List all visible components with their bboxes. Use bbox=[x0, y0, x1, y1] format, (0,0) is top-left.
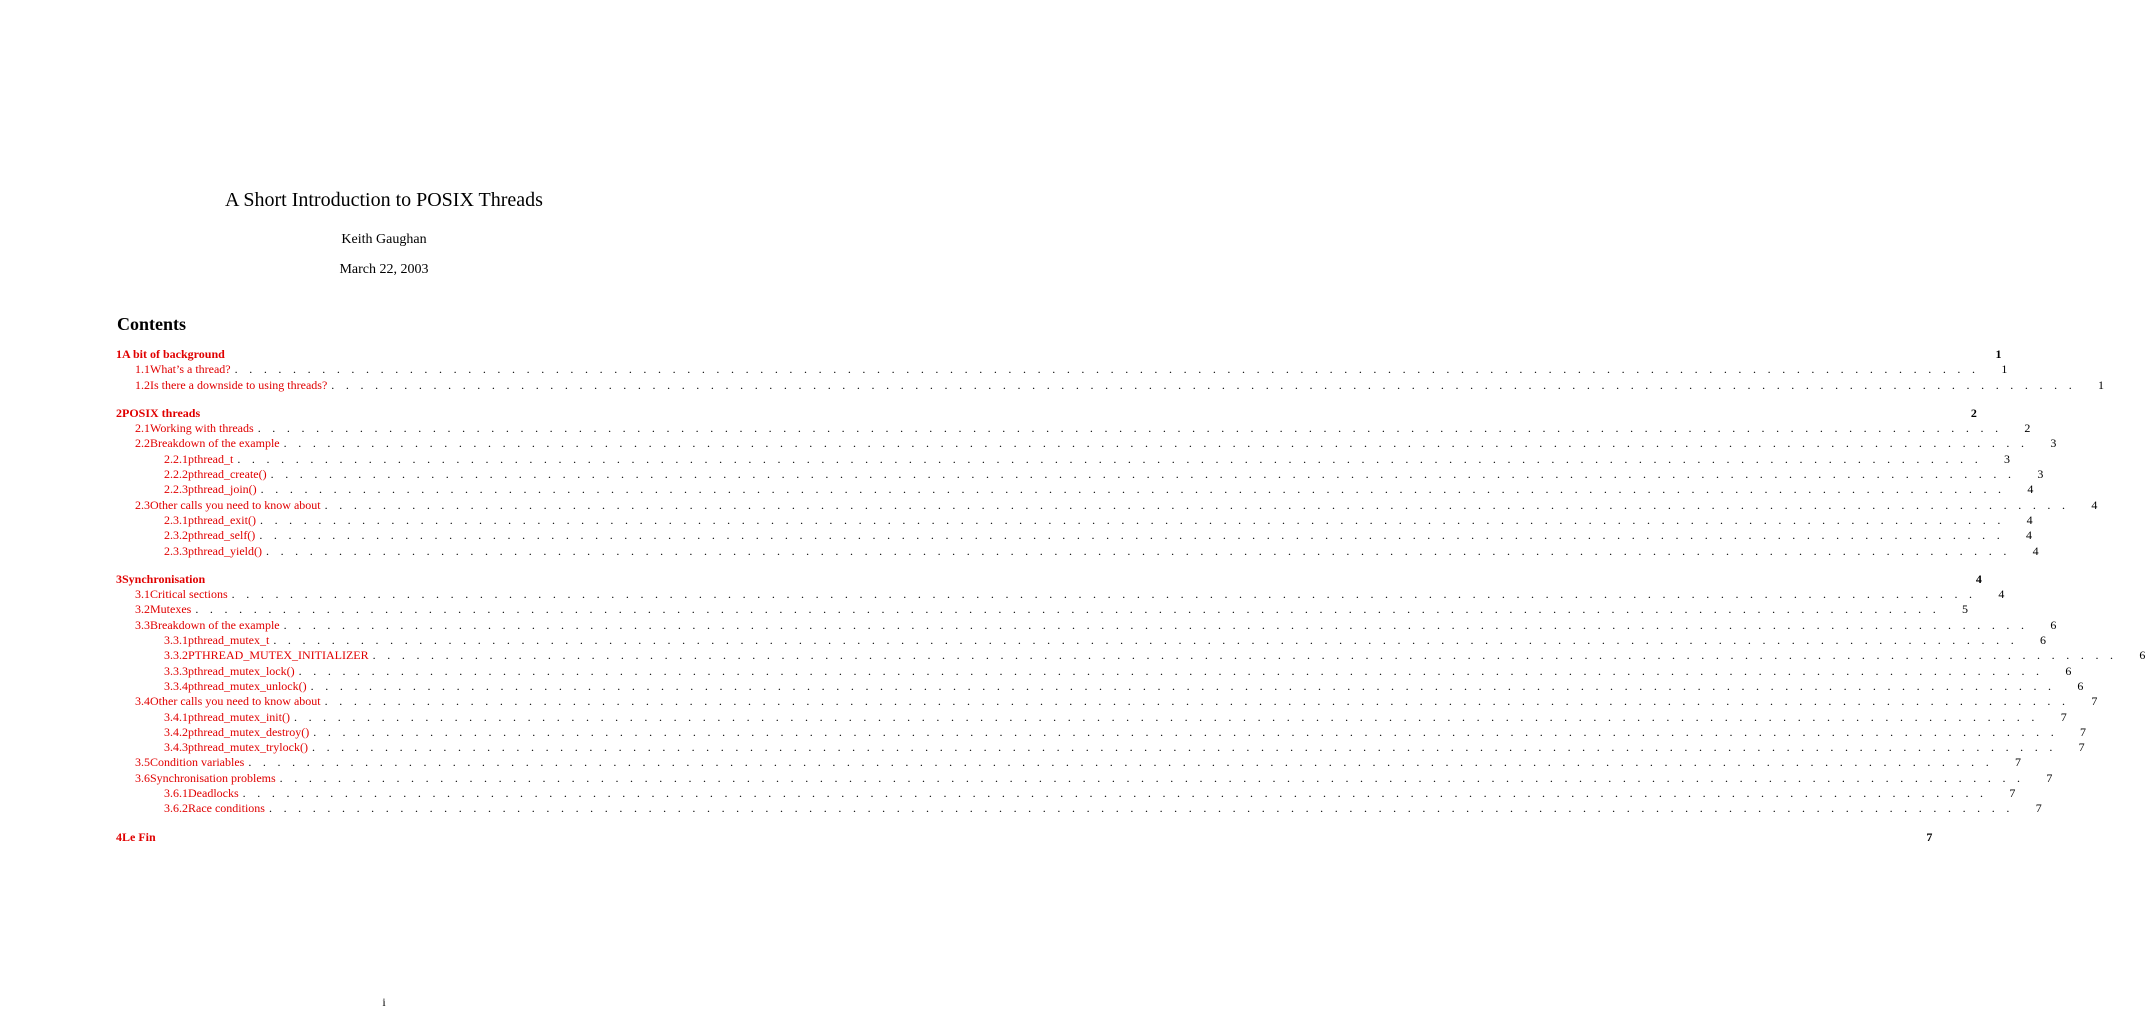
toc-dot-leader: . . . . . . . . . . . . . . . . . . . . . . . . . . . . . . . . . . . . . . . . . . . . . . . . . . . . . . . . . . . . . . . . . . . . . . . . . . . . . . . . . . . . . . . . . . . . . . . . . . . . . . . . . . . . . . . . . . . . . . . . bbox=[257, 421, 2003, 436]
toc-entry-number: 2.3 bbox=[135, 497, 150, 512]
toc-entry-page: 2 bbox=[1970, 405, 1977, 420]
toc-entry-number: 3.3.2 bbox=[164, 648, 188, 663]
toc-entry-label: pthread_mutex_lock() bbox=[188, 663, 295, 678]
toc-entry-number: 3.1 bbox=[135, 587, 150, 602]
toc-entry-page: 7 bbox=[2015, 755, 2022, 770]
toc-dot-leader: . . . . . . . . . . . . . . . . . . . . . . . . . . . . . . . . . . . . . . . . . . . . . . . . . . . . . . . . . . . . . . . . . . . . . . . . . . . . . . . . . . . . . . . . . . . . . . . . . . . . . . . . . . . . . . . . . . . . . . . . bbox=[242, 786, 1988, 801]
toc-entry-page: 7 bbox=[1926, 829, 1933, 844]
toc-entry-label: Critical sections bbox=[150, 587, 228, 602]
toc-dot-leader: . . . . . . . . . . . . . . . . . . . . . . . . . . . . . . . . . . . . . . . . . . . . . . . . . . . . . . . . . . . . . . . . . . . . . . . . . . . . . . . . . . . . . . . . . . . . . . . . . . . . . . . . . . . . . . . . . . . . . . . . bbox=[234, 362, 1980, 377]
toc-entry-number: 3.2 bbox=[135, 602, 150, 617]
toc-entry-page: 3 bbox=[2004, 451, 2011, 466]
toc-entry-page: 1 bbox=[2001, 362, 2008, 377]
toc-dot-leader: . . . . . . . . . . . . . . . . . . . . . . . . . . . . . . . . . . . . . . . . . . . . . . . . . . . . . . . . . . . . . . . . . . . . . . . . . . . . . . . . . . . . . . . . . . . . . . . . . . . . . . . . . . . . . . . . . . . . . . . . bbox=[248, 755, 1994, 770]
toc-entry-page: 1 bbox=[2098, 377, 2104, 392]
toc-entry-label: pthread_create() bbox=[188, 467, 267, 482]
toc-entry-page: 7 bbox=[2078, 740, 2085, 755]
toc-section-link[interactable] bbox=[116, 829, 1933, 845]
toc-entry-page: 4 bbox=[2026, 528, 2033, 543]
toc-dot-leader: . . . . . . . . . . . . . . . . . . . . . . . . . . . . . . . . . . . . . . . . . . . . . . . . . . . . . . . . . . . . . . . . . . . . . . . . . . . . . . . . . . . . . . . . . . . . . . . . . . . . . . . . . . . . . . . . . . . . . . . . bbox=[311, 740, 2057, 755]
toc-subsection-link[interactable] bbox=[116, 421, 2031, 436]
toc-dot-leader: . . . . . . . . . . . . . . . . . . . . . . . . . . . . . . . . . . . . . . . . . . . . . . . . . . . . . . . . . . . . . . . . . . . . . . . . . . . . . . . . . . . . . . . . . . . . . . . . . . . . . . . . . . . . . . . . . . . . . . . . bbox=[298, 663, 2044, 678]
toc-dot-leader: . . . . . . . . . . . . . . . . . . . . . . . . . . . . . . . . . . . . . . . . . . . . . . . . . . . . . . . . . . . . . . . . . . . . . . . . . . . . . . . . . . . . . . . . . . . . . . . . . . . . . . . . . . . . . . . . . . . . . . . . bbox=[195, 602, 1941, 617]
toc-entry-label: Race conditions bbox=[188, 801, 265, 816]
toc-entry-page: 7 bbox=[2046, 770, 2053, 785]
toc-dot-leader: . . . . . . . . . . . . . . . . . . . . . . . . . . . . . . . . . . . . . . . . . . . . . . . . . . . . . . . . . . . . . . . . . . . . . . . . . . . . . . . . . . . . . . . . . . . . . . . . . . . . . . . . . . . . . . . . . . . . . . . . bbox=[324, 497, 2070, 512]
toc-entry-number: 2.2.1 bbox=[164, 451, 188, 466]
document-title: A Short Introduction to POSIX Threads bbox=[225, 189, 543, 211]
toc-dot-leader: . . . . . . . . . . . . . . . . . . . . . . . . . . . . . . . . . . . . . . . . . . . . . . . . . . . . . . . . . . . . . . . . . . . . . . . . . . . . . . . . . . . . . . . . . . . . . . . . . . . . . . . . . . . . . . . . . . . . . . . . bbox=[268, 801, 2014, 816]
toc-subsubsection-link[interactable] bbox=[116, 709, 2067, 725]
toc-section-link[interactable] bbox=[116, 347, 2002, 362]
toc-entry-page: 5 bbox=[1962, 602, 1969, 617]
toc-entry-page: 7 bbox=[2009, 786, 2016, 801]
toc-entry-page: 6 bbox=[2077, 678, 2084, 693]
toc-entry-number: 2.3.2 bbox=[164, 528, 188, 543]
toc-entry-number: 3.4.1 bbox=[164, 709, 188, 724]
toc-entry-page: 1 bbox=[1995, 347, 2002, 361]
toc-entry-number: 3.3 bbox=[135, 617, 150, 632]
toc-entry-label: What’s a thread? bbox=[150, 362, 231, 377]
toc-entry-page: 3 bbox=[2037, 467, 2044, 482]
toc-subsubsection-link[interactable] bbox=[116, 512, 2033, 528]
toc-dot-leader: . . . . . . . . . . . . . . . . . . . . . . . . . . . . . . . . . . . . . . . . . . . . . . . . . . . . . . . . . . . . . . . . . . . . . . . . . . . . . . . . . . . . . . . . . . . . . . . . . . . . . . . . . . . . . . . . . . . . . . . . bbox=[293, 709, 2039, 724]
toc-dot-leader: . . . . . . . . . . . . . . . . . . . . . . . . . . . . . . . . . . . . . . . . . . . . . . . . . . . . . . . . . . . . . . . . . . . . . . . . . . . . . . . . . . . . . . . . . . . . . . . . . . . . . . . . . . . . . . . . . . . . . . . . bbox=[259, 512, 2005, 527]
toc-dot-leader: . . . . . . . . . . . . . . . . . . . . . . . . . . . . . . . . . . . . . . . . . . . . . . . . . . . . . . . . . . . . . . . . . . . . . . . . . . . . . . . . . . . . . . . . . . . . . . . . . . . . . . . . . . . . . . . . . . . . . . . . bbox=[231, 587, 1977, 602]
toc-dot-leader: . . . . . . . . . . . . . . . . . . . . . . . . . . . . . . . . . . . . . . . . . . . . . . . . . . . . . . . . . . . . . . . . . . . . . . . . . . . . . . . . . . . . . . . . . . . . . . . . . . . . . . . . . . . . . . . . . . . . . . . . bbox=[259, 528, 2005, 543]
toc-entry-page: 4 bbox=[1975, 571, 1982, 586]
toc-entry-label: pthread_mutex_destroy() bbox=[188, 724, 310, 739]
toc-entry-number: 1.1 bbox=[135, 362, 150, 377]
toc-entry-label: PTHREAD_MUTEX_INITIALIZER bbox=[188, 648, 369, 663]
toc-entry-number: 3.3.1 bbox=[164, 633, 188, 648]
toc-subsubsection-link[interactable] bbox=[116, 467, 2044, 482]
toc-entry-label: pthread_exit() bbox=[188, 512, 256, 527]
toc-subsubsection-link[interactable] bbox=[116, 740, 2085, 755]
toc-dot-leader: . . . . . . . . . . . . . . . . . . . . . . . . . . . . . . . . . . . . . . . . . . . . . . . . . . . . . . . . . . . . . . . . . . . . . . . . . . . . . . . . . . . . . . . . . . . . . . . . . . . . . . . . . . . . . . . . . . . . . . . . bbox=[270, 467, 2016, 482]
page-number-footer: i bbox=[382, 995, 386, 1009]
toc-entry-number: 3.4 bbox=[135, 694, 150, 709]
toc-dot-leader: . . . . . . . . . . . . . . . . . . . . . . . . . . . . . . . . . . . . . . . . . . . . . . . . . . . . . . . . . . . . . . . . . . . . . . . . . . . . . . . . . . . . . . . . . . . . . . . . . . . . . . . . . . . . . . . . . . . . . . . . bbox=[273, 633, 2019, 648]
toc-entry-number: 3.3.4 bbox=[164, 678, 188, 693]
toc-entry-label: A bit of background bbox=[122, 347, 225, 361]
toc-entry-page: 4 bbox=[1998, 587, 2005, 602]
toc-subsubsection-link[interactable] bbox=[116, 678, 2084, 694]
toc-entry-number: 2 bbox=[116, 405, 122, 420]
toc-entry-number: 2.3.3 bbox=[164, 543, 188, 558]
toc-entry-label: Breakdown of the example bbox=[150, 617, 280, 632]
toc-subsubsection-link[interactable] bbox=[116, 482, 2034, 497]
toc-entry-number: 2.1 bbox=[135, 421, 150, 436]
toc-dot-leader: . . . . . . . . . . . . . . . . . . . . . . . . . . . . . . . . . . . . . . . . . . . . . . . . . . . . . . . . . . . . . . . . . . . . . . . . . . . . . . . . . . . . . . . . . . . . . . . . . . . . . . . . . . . . . . . . . . . . . . . . bbox=[237, 451, 1983, 466]
toc-entry-number: 2.2.3 bbox=[164, 482, 188, 497]
toc-entry-page: 6 bbox=[2139, 648, 2145, 663]
toc-dot-leader: . . . . . . . . . . . . . . . . . . . . . . . . . . . . . . . . . . . . . . . . . . . . . . . . . . . . . . . . . . . . . . . . . . . . . . . . . . . . . . . . . . . . . . . . . . . . . . . . . . . . . . . . . . . . . . . . . . . . . . . . bbox=[283, 617, 2029, 632]
document-date: March 22, 2003 bbox=[339, 262, 429, 277]
toc-entry-number: 1 bbox=[116, 347, 122, 361]
toc-entry-number: 2.2.2 bbox=[164, 467, 188, 482]
toc-entry-number: 1.2 bbox=[135, 377, 150, 392]
toc-subsubsection-link[interactable] bbox=[116, 543, 2039, 559]
toc-entry-label: pthread_mutex_init() bbox=[188, 709, 290, 724]
toc-dot-leader: . . . . . . . . . . . . . . . . . . . . . . . . . . . . . . . . . . . . . . . . . . . . . . . . . . . . . . . . . . . . . . . . . . . . . . . . . . . . . . . . . . . . . . . . . . . . . . . . . . . . . . . . . . . . . . . . . . . . . . . . bbox=[265, 543, 2011, 558]
toc-entry-label: pthread_mutex_trylock() bbox=[188, 740, 308, 755]
toc-entry-label: pthread_t bbox=[188, 451, 234, 466]
toc-dot-leader: . . . . . . . . . . . . . . . . . . . . . . . . . . . . . . . . . . . . . . . . . . . . . . . . . . . . . . . . . . . . . . . . . . . . . . . . . . . . . . . . . . . . . . . . . . . . . . . . . . . . . . . . . . . . . . . . . . . . . . . . bbox=[331, 377, 2076, 392]
toc-entry-number: 3 bbox=[116, 571, 122, 586]
toc-entry-label: Le Fin bbox=[122, 829, 156, 844]
toc-entry-number: 2.2 bbox=[135, 436, 150, 451]
toc-subsection-link[interactable] bbox=[116, 497, 2098, 513]
toc-entry-label: Mutexes bbox=[150, 602, 192, 617]
toc-entry-label: Is there a downside to using threads? bbox=[150, 377, 328, 392]
toc-entry-page: 4 bbox=[2032, 543, 2039, 558]
toc-entry-label: POSIX threads bbox=[122, 405, 201, 420]
toc-entry-label: Deadlocks bbox=[188, 786, 239, 801]
toc-entry-label: Synchronisation bbox=[122, 571, 206, 586]
toc-dot-leader: . . . . . . . . . . . . . . . . . . . . . . . . . . . . . . . . . . . . . . . . . . . . . . . . . . . . . . . . . . . . . . . . . . . . . . . . . . . . . . . . . . . . . . . . . . . . . . . . . . . . . . . . . . . . . . . . . . . . . . . . bbox=[310, 678, 2056, 693]
toc-subsection-link[interactable] bbox=[116, 755, 2022, 770]
toc-entry-page: 3 bbox=[2050, 436, 2057, 451]
toc-entry-label: pthread_yield() bbox=[188, 543, 262, 558]
toc-entry-label: Breakdown of the example bbox=[150, 436, 280, 451]
toc-subsection-link[interactable] bbox=[116, 436, 2057, 451]
toc-dot-leader: . . . . . . . . . . . . . . . . . . . . . . . . . . . . . . . . . . . . . . . . . . . . . . . . . . . . . . . . . . . . . . . . . . . . . . . . . . . . . . . . . . . . . . . . . . . . . . . . . . . . . . . . . . . . . . . . . . . . . . . . bbox=[324, 694, 2070, 709]
toc-subsection-link[interactable] bbox=[116, 587, 2005, 602]
toc-dot-leader: . . . . . . . . . . . . . . . . . . . . . . . . . . . . . . . . . . . . . . . . . . . . . . . . . . . . . . . . . . . . . . . . . . . . . . . . . . . . . . . . . . . . . . . . . . . . . . . . . . . . . . . . . . . . . . . . . . . . . . . . bbox=[279, 770, 2025, 785]
toc-entry-page: 4 bbox=[2026, 512, 2033, 527]
toc-entry-label: pthread_join() bbox=[188, 482, 257, 497]
toc-entry-number: 3.6.1 bbox=[164, 786, 188, 801]
toc-entry-label: pthread_self() bbox=[188, 528, 256, 543]
toc-entry-label: Other calls you need to know about bbox=[150, 694, 321, 709]
toc-entry-number: 4 bbox=[116, 829, 122, 844]
toc-entry-page: 7 bbox=[2091, 694, 2098, 709]
toc-subsection-link[interactable] bbox=[116, 694, 2098, 709]
toc-entry-number: 3.3.3 bbox=[164, 663, 188, 678]
toc-entry-number: 3.5 bbox=[135, 755, 150, 770]
toc-subsection-link[interactable] bbox=[116, 377, 2104, 393]
toc-entry-label: Other calls you need to know about bbox=[150, 497, 321, 512]
toc-entry-label: Working with threads bbox=[150, 421, 254, 436]
toc-entry-page: 2 bbox=[2024, 421, 2031, 436]
toc-entry-label: Condition variables bbox=[150, 755, 245, 770]
toc-entry-label: pthread_mutex_t bbox=[188, 633, 270, 648]
toc-subsection-link[interactable] bbox=[116, 617, 2057, 633]
toc-dot-leader: . . . . . . . . . . . . . . . . . . . . . . . . . . . . . . . . . . . . . . . . . . . . . . . . . . . . . . . . . . . . . . . . . . . . . . . . . . . . . . . . . . . . . . . . . . . . . . . . . . . . . . . . . . . . . . . . . . . . . . . . bbox=[283, 436, 2029, 451]
toc-subsection-link[interactable] bbox=[116, 602, 1969, 617]
toc-subsubsection-link[interactable] bbox=[116, 451, 2011, 467]
toc-dot-leader: . . . . . . . . . . . . . . . . . . . . . . . . . . . . . . . . . . . . . . . . . . . . . . . . . . . . . . . . . . . . . . . . . . . . . . . . . . . . . . . . . . . . . . . . . . . . . . . . . . . . . . . . . . . . . . . . . . . . . . . . bbox=[313, 724, 2058, 739]
toc-subsubsection-link[interactable] bbox=[116, 801, 2042, 816]
toc-subsubsection-link[interactable] bbox=[116, 663, 2072, 679]
toc-subsubsection-link[interactable] bbox=[116, 724, 2086, 740]
toc-entry-number: 2.3.1 bbox=[164, 512, 188, 527]
toc-entry-page: 6 bbox=[2040, 633, 2047, 648]
toc-entry-number: 3.4.3 bbox=[164, 740, 188, 755]
toc-entry-label: pthread_mutex_unlock() bbox=[188, 678, 307, 693]
toc-subsubsection-link[interactable] bbox=[116, 648, 2145, 663]
toc-entry-label: Synchronisation problems bbox=[150, 770, 276, 785]
toc-subsection-link[interactable] bbox=[116, 770, 2053, 786]
toc-entry-number: 3.4.2 bbox=[164, 724, 188, 739]
toc-subsection-link[interactable] bbox=[116, 362, 2008, 377]
toc-subsubsection-link[interactable] bbox=[116, 528, 2033, 543]
toc-subsubsection-link[interactable] bbox=[116, 786, 2016, 801]
contents-heading: Contents bbox=[117, 314, 187, 334]
toc-entry-number: 3.6 bbox=[135, 770, 150, 785]
toc-entry-page: 6 bbox=[2050, 617, 2057, 632]
document-author: Keith Gaughan bbox=[341, 232, 427, 247]
toc-entry-page: 7 bbox=[2080, 724, 2086, 739]
toc-subsubsection-link[interactable] bbox=[116, 633, 2047, 648]
toc-entry-page: 7 bbox=[2060, 709, 2067, 724]
toc-entry-number: 3.6.2 bbox=[164, 801, 188, 816]
toc-entry-page: 6 bbox=[2065, 663, 2072, 678]
toc-entry-page: 4 bbox=[2027, 482, 2034, 497]
toc-entry-page: 4 bbox=[2091, 497, 2098, 512]
toc-entry-page: 7 bbox=[2035, 801, 2042, 816]
table-of-contents bbox=[116, 347, 2145, 845]
toc-dot-leader: . . . . . . . . . . . . . . . . . . . . . . . . . . . . . . . . . . . . . . . . . . . . . . . . . . . . . . . . . . . . . . . . . . . . . . . . . . . . . . . . . . . . . . . . . . . . . . . . . . . . . . . . . . . . . . . . . . . . . . . . bbox=[260, 482, 2006, 497]
toc-section-link[interactable] bbox=[116, 571, 1982, 587]
toc-section-link[interactable] bbox=[116, 405, 1977, 421]
toc-dot-leader: . . . . . . . . . . . . . . . . . . . . . . . . . . . . . . . . . . . . . . . . . . . . . . . . . . . . . . . . . . . . . . . . . . . . . . . . . . . . . . . . . . . . . . . . . . . . . . . . . . . . . . . . . . . . . . . . . . . . . . . . bbox=[372, 648, 2118, 663]
